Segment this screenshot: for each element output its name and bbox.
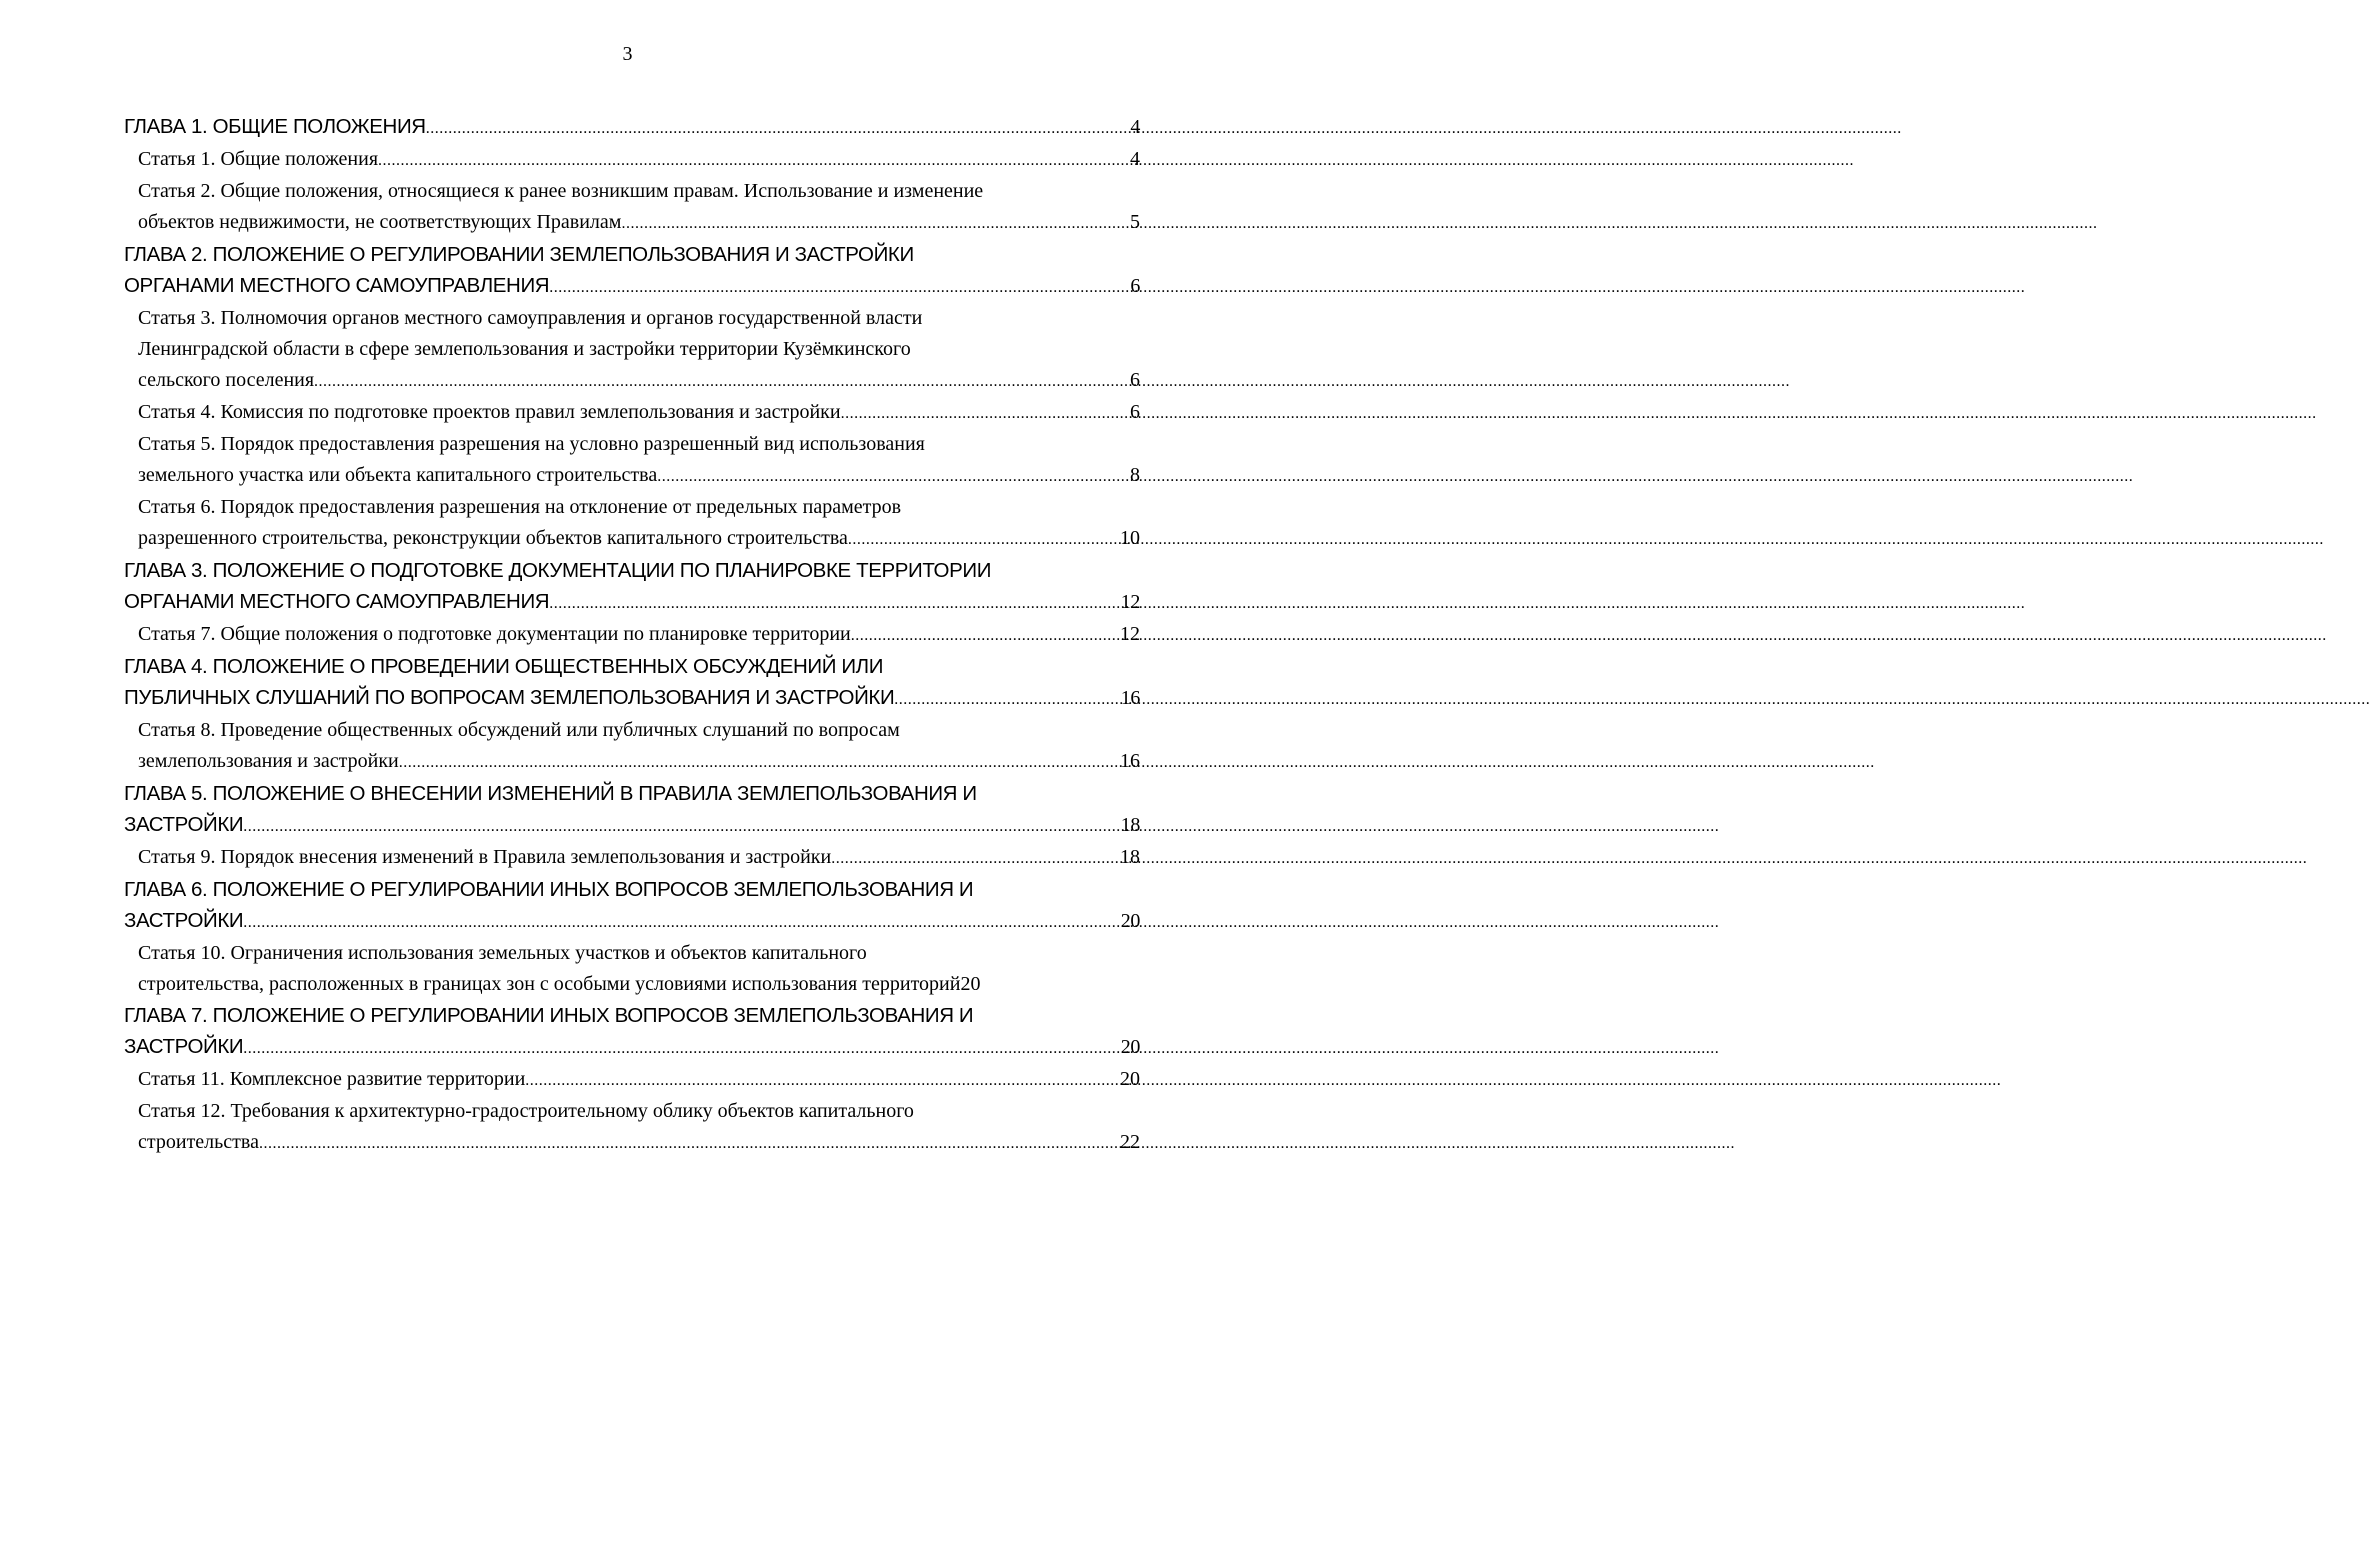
dot-leader	[831, 843, 1118, 874]
toc-entry-title: Статья 9. Порядок внесения изменений в Правила землепользования и застройки	[138, 846, 832, 868]
toc-chapter-entry[interactable]	[124, 555, 1140, 619]
toc-page-number: 20	[1120, 1036, 1140, 1058]
toc-entry-title: ЗАСТРОЙКИ	[124, 1035, 244, 1058]
toc-page-number: 8	[1130, 464, 1140, 486]
toc-page-number: 22	[1120, 1131, 1140, 1153]
dot-leader	[657, 461, 1128, 492]
toc-entry-last-line	[124, 1031, 1140, 1064]
toc-entry-title: строительства	[138, 1131, 259, 1153]
toc-article-entry[interactable]	[124, 176, 1140, 239]
dot-leader	[243, 811, 1119, 842]
toc-article-entry[interactable]	[124, 842, 1140, 874]
toc-entry-title: Статья 1. Общие положения	[138, 148, 379, 170]
toc-entry-title: сельского поселения	[138, 369, 315, 391]
toc-entry-last-line	[124, 682, 1140, 715]
dot-leader	[243, 1033, 1119, 1064]
dot-leader	[399, 747, 1118, 778]
toc-entry-last-line	[124, 111, 1140, 144]
dot-leader	[259, 1128, 1118, 1159]
toc-entry-title: разрешенного строительства, реконструкции объектов капитального строительства	[138, 527, 848, 549]
toc-entry-last-line	[138, 460, 1140, 492]
toc-page-number: 18	[1120, 846, 1140, 868]
toc-page-number: 20	[1120, 1068, 1140, 1090]
toc-entry-line: ГЛАВА 4. ПОЛОЖЕНИЕ О ПРОВЕДЕНИИ ОБЩЕСТВЕННЫХ ОБСУЖДЕНИЙ ИЛИ	[124, 655, 884, 678]
toc-article-entry[interactable]	[124, 1096, 1140, 1159]
page-number: 3	[622, 43, 633, 65]
toc-article-entry[interactable]	[124, 303, 1140, 397]
toc-article-entry[interactable]	[124, 1064, 1140, 1096]
toc-entry-last-line	[138, 207, 1140, 239]
toc-entry-last-line	[138, 523, 1140, 555]
dot-leader	[426, 113, 1129, 144]
toc-entry-last-line	[138, 365, 1140, 397]
toc-chapter-entry[interactable]	[124, 111, 1140, 144]
toc-article-entry[interactable]	[124, 938, 1140, 1000]
toc-article-entry[interactable]	[124, 619, 1140, 651]
dot-leader	[378, 145, 1128, 176]
toc-chapter-entry[interactable]	[124, 874, 1140, 938]
toc-entry-title: ЗАСТРОЙКИ	[124, 813, 244, 836]
toc-page-number: 6	[1130, 401, 1140, 423]
toc-page-number: 4	[1130, 116, 1140, 138]
toc-entry-title: ОРГАНАМИ МЕСТНОГО САМОУПРАВЛЕНИЯ	[124, 274, 550, 297]
toc-article-entry[interactable]	[124, 492, 1140, 555]
toc-entry-line: Статья 5. Порядок предоставления разрешения на условно разрешенный вид использования	[138, 433, 925, 455]
toc-entry-line: Статья 3. Полномочия органов местного самоуправления и органов государственной власти	[138, 307, 923, 329]
toc-entry-last-line	[138, 144, 1140, 176]
toc-entry-line: ГЛАВА 3. ПОЛОЖЕНИЕ О ПОДГОТОВКЕ ДОКУМЕНТАЦИИ ПО ПЛАНИРОВКЕ ТЕРРИТОРИИ	[124, 559, 992, 582]
toc-page-number: 10	[1120, 527, 1140, 549]
toc-page-number: 6	[1130, 369, 1140, 391]
toc-entry-last-line	[138, 842, 1140, 874]
toc-entry-title: землепользования и застройки	[138, 750, 399, 772]
toc-entry-last-line	[138, 1127, 1140, 1159]
toc-page-number: 20	[960, 973, 981, 995]
dot-leader	[621, 208, 1128, 239]
toc-entry-line: ГЛАВА 7. ПОЛОЖЕНИЕ О РЕГУЛИРОВАНИИ ИНЫХ ВОПРОСОВ ЗЕМЛЕПОЛЬЗОВАНИЯ И	[124, 1004, 974, 1027]
toc-entry-last-line	[138, 746, 1140, 778]
toc-entry-line: Статья 12. Требования к архитектурно-градостроительному облику объектов капитального	[138, 1100, 914, 1122]
toc-article-entry[interactable]	[124, 715, 1140, 778]
toc-page-number: 4	[1130, 148, 1140, 170]
dot-leader	[549, 272, 1128, 303]
toc-entry-last-line	[124, 270, 1140, 303]
table-of-contents	[124, 111, 1140, 1159]
toc-article-entry[interactable]	[124, 429, 1140, 492]
toc-page-number: 6	[1130, 275, 1140, 297]
toc-entry-title: ЗАСТРОЙКИ	[124, 909, 244, 932]
toc-entry-title: Статья 11. Комплексное развитие территории	[138, 1068, 526, 1090]
toc-entry-title: Статья 4. Комиссия по подготовке проектов правил землепользования и застройки	[138, 401, 841, 423]
toc-chapter-entry[interactable]	[124, 651, 1140, 715]
toc-chapter-entry[interactable]	[124, 1000, 1140, 1064]
toc-article-entry[interactable]	[124, 397, 1140, 429]
toc-entry-last-line	[138, 1064, 1140, 1096]
toc-entry-last-line	[124, 905, 1140, 938]
toc-entry-last-line	[138, 397, 1140, 429]
dot-leader	[841, 398, 1128, 429]
toc-entry-last-line	[138, 969, 1140, 1000]
toc-chapter-entry[interactable]	[124, 778, 1140, 842]
toc-page-number: 5	[1130, 211, 1140, 233]
toc-entry-line: ГЛАВА 5. ПОЛОЖЕНИЕ О ВНЕСЕНИИ ИЗМЕНЕНИЙ В ПРАВИЛА ЗЕМЛЕПОЛЬЗОВАНИЯ И	[124, 782, 977, 805]
toc-entry-line: Статья 6. Порядок предоставления разрешения на отклонение от предельных параметров	[138, 496, 902, 518]
toc-entry-line: Статья 8. Проведение общественных обсуждений или публичных слушаний по вопросам	[138, 719, 900, 741]
toc-page-number: 20	[1120, 910, 1140, 932]
toc-page-number: 16	[1120, 750, 1140, 772]
toc-entry-title: объектов недвижимости, не соответствующих Правилам	[138, 211, 622, 233]
toc-entry-line: ГЛАВА 6. ПОЛОЖЕНИЕ О РЕГУЛИРОВАНИИ ИНЫХ ВОПРОСОВ ЗЕМЛЕПОЛЬЗОВАНИЯ И	[124, 878, 974, 901]
dot-leader	[314, 366, 1128, 397]
toc-entry-last-line	[138, 619, 1140, 651]
toc-entry-line: ГЛАВА 2. ПОЛОЖЕНИЕ О РЕГУЛИРОВАНИИ ЗЕМЛЕПОЛЬЗОВАНИЯ И ЗАСТРОЙКИ	[124, 243, 914, 266]
toc-chapter-entry[interactable]	[124, 239, 1140, 303]
dot-leader	[851, 620, 1118, 651]
toc-entry-title: ГЛАВА 1. ОБЩИЕ ПОЛОЖЕНИЯ	[124, 115, 426, 138]
toc-article-entry[interactable]	[124, 144, 1140, 176]
toc-entry-title: строительства, расположенных в границах зон с особыми условиями использования территорий	[138, 973, 961, 995]
dot-leader	[894, 684, 1119, 715]
toc-page-number: 12	[1120, 623, 1140, 645]
toc-page-number: 16	[1120, 687, 1140, 709]
toc-entry-title: земельного участка или объекта капитального строительства	[138, 464, 658, 486]
toc-entry-line: Ленинградской области в сфере землепользования и застройки территории Кузёмкинского	[138, 338, 911, 360]
dot-leader	[243, 907, 1119, 938]
toc-entry-title: ПУБЛИЧНЫХ СЛУШАНИЙ ПО ВОПРОСАМ ЗЕМЛЕПОЛЬЗОВАНИЯ И ЗАСТРОЙКИ	[124, 686, 895, 709]
toc-entry-last-line	[124, 809, 1140, 842]
toc-entry-title: Статья 7. Общие положения о подготовке документации по планировке территории	[138, 623, 851, 645]
toc-entry-line: Статья 10. Ограничения использования земельных участков и объектов капитального	[138, 942, 867, 964]
toc-page-number: 18	[1120, 814, 1140, 836]
toc-entry-line: Статья 2. Общие положения, относящиеся к ранее возникшим правам. Использование и изменение	[138, 180, 984, 202]
toc-entry-last-line	[124, 586, 1140, 619]
dot-leader	[525, 1065, 1118, 1096]
toc-entry-title: ОРГАНАМИ МЕСТНОГО САМОУПРАВЛЕНИЯ	[124, 590, 550, 613]
dot-leader	[848, 524, 1118, 555]
toc-page-number: 12	[1120, 591, 1140, 613]
dot-leader	[549, 588, 1119, 619]
